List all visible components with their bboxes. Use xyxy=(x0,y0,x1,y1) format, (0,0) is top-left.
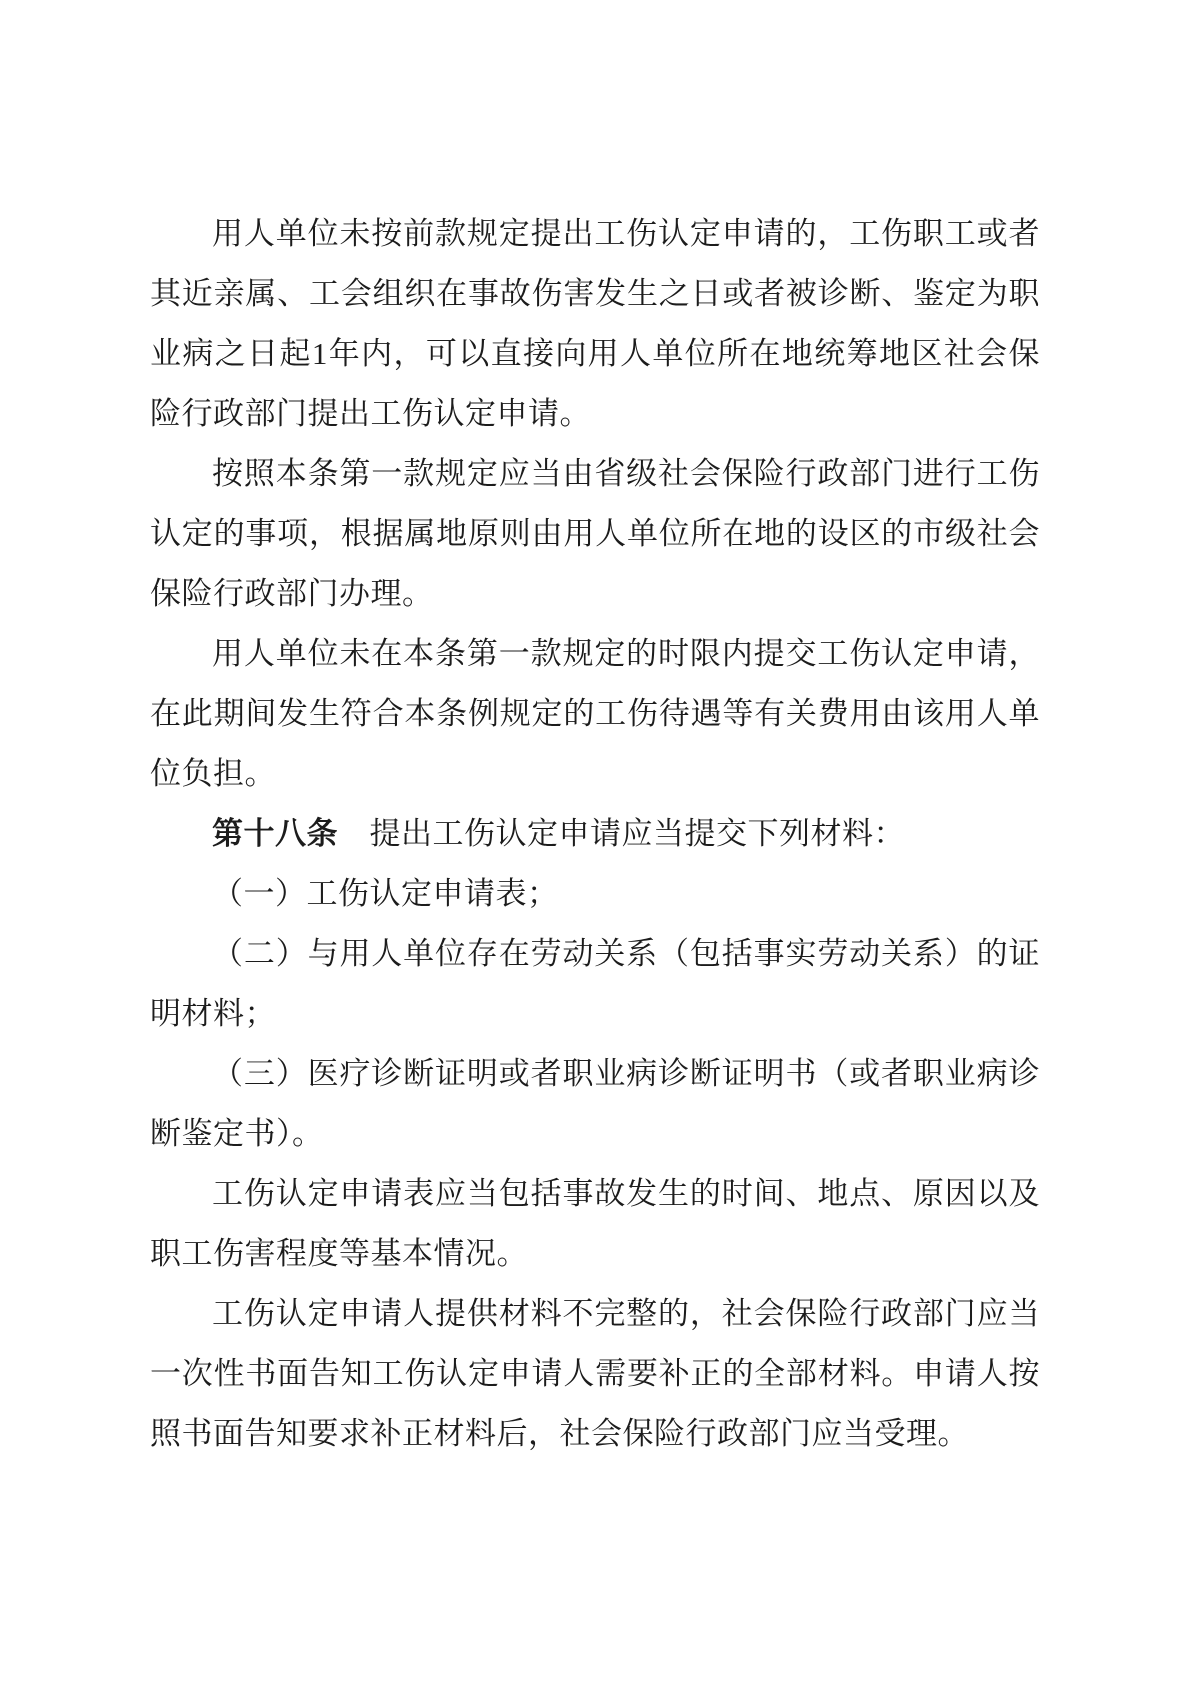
article-18-heading-paragraph xyxy=(150,804,1040,864)
article-number: 第十八条 xyxy=(212,816,338,851)
list-item-2-labor-relationship-proof: （二）与用人单位存在劳动关系（包括事实劳动关系）的证明材料； xyxy=(150,936,1040,1031)
body-paragraph-application-form-contents: 工伤认定申请表应当包括事故发生的时间、地点、原因以及职工伤害程度等基本情况。 xyxy=(150,1176,1040,1271)
article-heading-text: 提出工伤认定申请应当提交下列材料： xyxy=(338,816,905,851)
body-paragraph-employer-bears-costs: 用人单位未在本条第一款规定的时限内提交工伤认定申请，在此期间发生符合本条例规定的工伤待遇等有关费用由该用人单位负担。 xyxy=(150,636,1040,791)
body-paragraph-incomplete-materials: 工伤认定申请人提供材料不完整的，社会保险行政部门应当一次性书面告知工伤认定申请人需要补正的全部材料。申请人按照书面告知要求补正材料后，社会保险行政部门应当受理。 xyxy=(150,1296,1040,1451)
list-item-1-application-form: （一）工伤认定申请表； xyxy=(212,876,559,911)
body-paragraph-employer-missed-deadline: 用人单位未按前款规定提出工伤认定申请的，工伤职工或者其近亲属、工会组织在事故伤害发生之日或者被诊断、鉴定为职业病之日起1年内，可以直接向用人单位所在地统筹地区社会保险行政部门提出工伤认定申请。 xyxy=(150,216,1040,431)
body-paragraph-provincial-jurisdiction: 按照本条第一款规定应当由省级社会保险行政部门进行工伤认定的事项，根据属地原则由用人单位所在地的设区的市级社会保险行政部门办理。 xyxy=(150,456,1040,611)
document-text-block xyxy=(150,204,1040,1464)
list-item-3-medical-diagnosis-certificate: （三）医疗诊断证明或者职业病诊断证明书（或者职业病诊断鉴定书）。 xyxy=(150,1056,1040,1151)
